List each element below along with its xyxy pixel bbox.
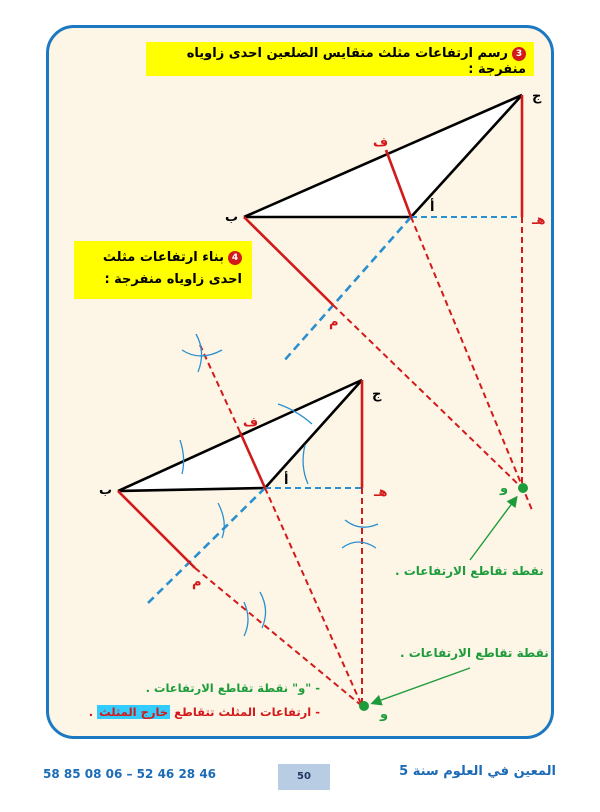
- label-w-2: و: [380, 707, 389, 722]
- label-w-1: و: [500, 481, 509, 496]
- label-j-2: ج: [372, 387, 382, 402]
- orthocenter-w-2: [359, 701, 369, 711]
- section-4-line2: احدى زاوياه منفرجة :: [104, 272, 242, 287]
- section-3-badge: 3: [512, 47, 526, 61]
- section-4-line1: بناء ارتفاعات مثلث: [102, 250, 224, 265]
- conclusion-notes: [70, 676, 320, 724]
- footer-phones: 58 85 08 06 – 52 46 28 46: [43, 767, 217, 781]
- note-orthocenter-1: نقطة تقاطع الارتفاعات .: [395, 564, 544, 578]
- label-a-1: أ: [430, 200, 435, 215]
- label-b-1: ب: [225, 210, 239, 225]
- note-orthocenter-2: نقطة تقاطع الارتفاعات .: [400, 646, 549, 660]
- label-a-2: أ: [284, 473, 289, 488]
- extension-ja-1: [283, 217, 411, 362]
- arrow-2: [373, 668, 470, 703]
- label-f-1: ف: [373, 135, 389, 150]
- page-number: 50: [278, 764, 330, 790]
- label-j-1: ج: [532, 89, 542, 104]
- altitude-bm-1: [244, 217, 333, 305]
- section-3-title-text: رسم ارتفاعات مثلث متقايس الضلعين احدى زاوياه منفرجة :: [186, 46, 526, 77]
- arrow-1: [470, 498, 516, 560]
- label-b-2: ب: [99, 483, 113, 498]
- extension-ja-2: [148, 488, 265, 603]
- section-4-badge: 4: [228, 251, 242, 265]
- orthocenter-w-1: [518, 483, 528, 493]
- altitude-bm-2: [118, 491, 195, 568]
- footer-book-title: المعين في العلوم سنة 5: [399, 764, 556, 779]
- note-line-2: [70, 700, 320, 724]
- altitude-af-1-ext: [411, 217, 532, 510]
- note-line-2-highlight: خارج المثلث: [99, 705, 169, 719]
- label-m-2: م: [192, 575, 202, 590]
- note-line-1: - "و" نقطة تقاطع الارتفاعات .: [145, 681, 320, 695]
- label-m-1: م: [329, 315, 339, 330]
- note-line-2-prefix: - ارتفاعات المثلث تتقاطع: [174, 705, 320, 719]
- altitude-af-2-ext: [265, 488, 362, 706]
- label-h-2: هـ: [374, 485, 388, 500]
- label-h-1: هـ: [532, 213, 546, 228]
- label-f-2: ف: [243, 415, 259, 430]
- altitude-af-2-up: [200, 345, 240, 432]
- figure-2: [99, 334, 470, 722]
- note-line-2-suffix: .: [88, 705, 94, 719]
